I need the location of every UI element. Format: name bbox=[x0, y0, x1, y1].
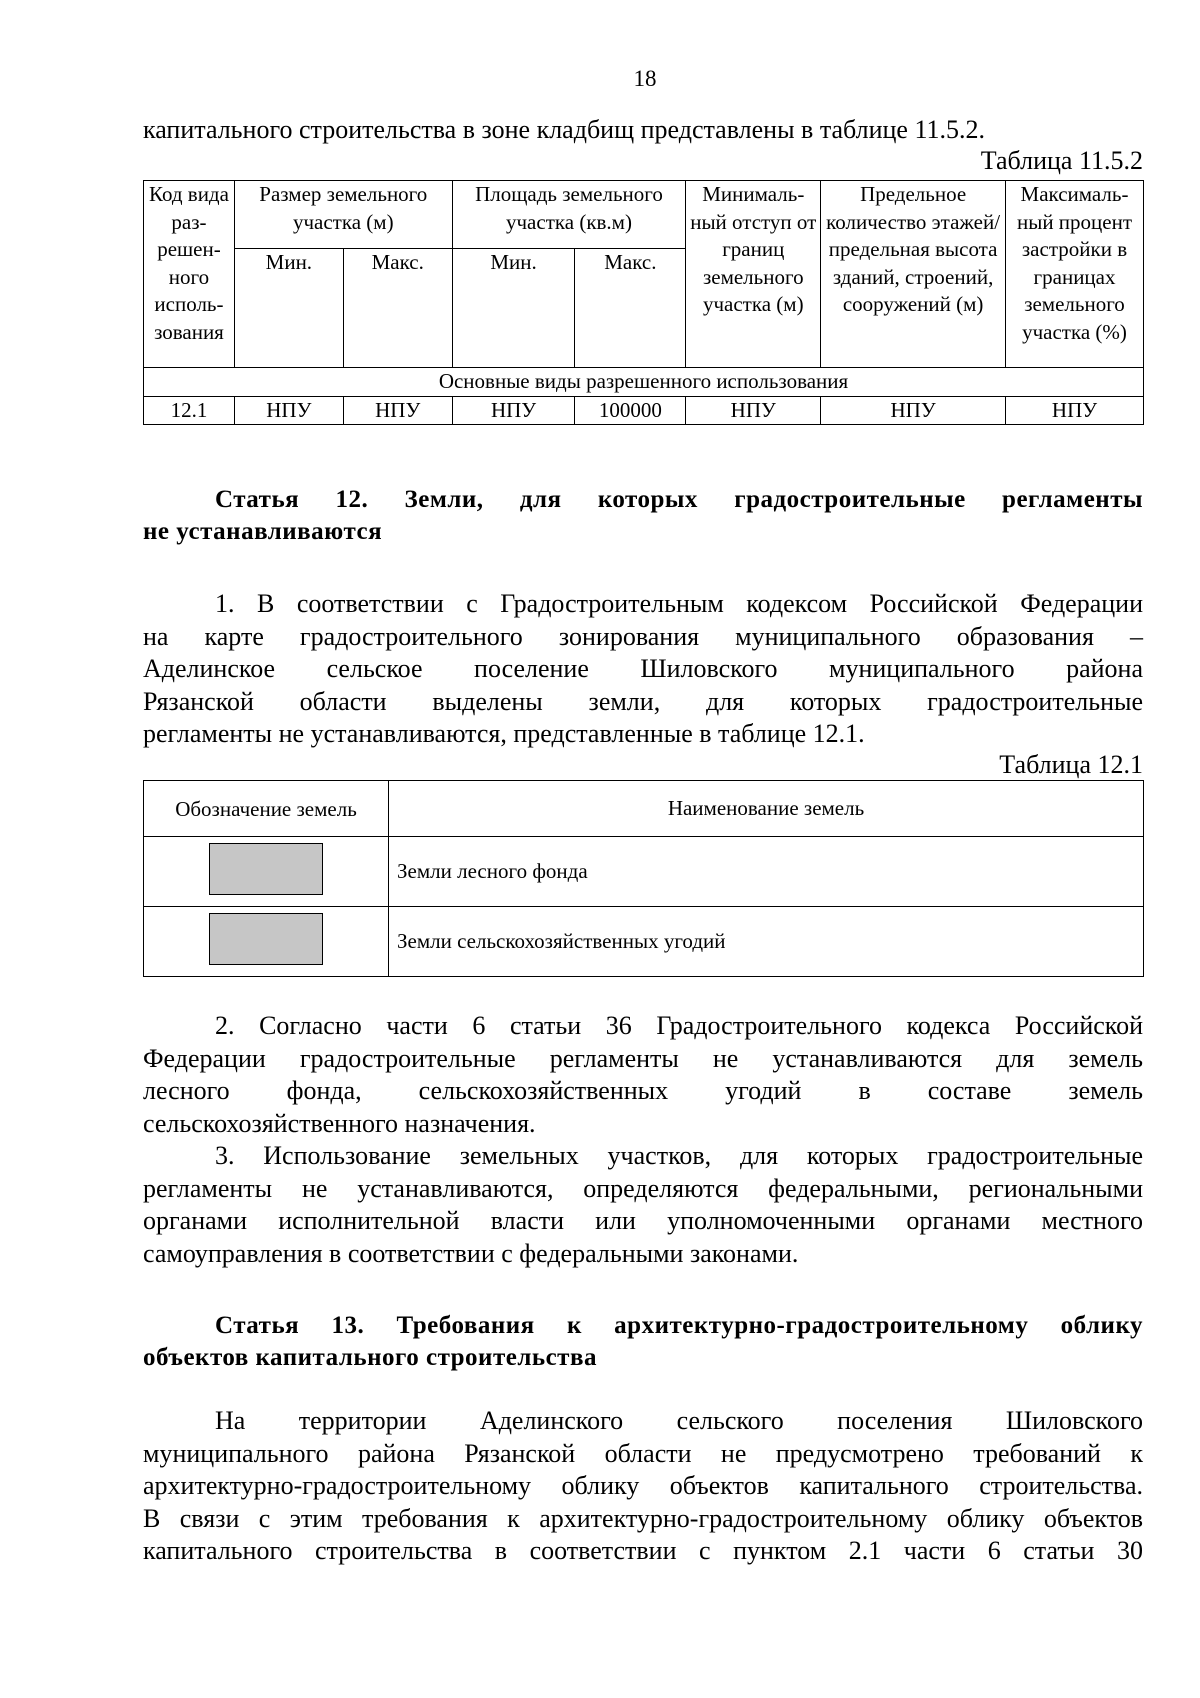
cell-size-min: НПУ bbox=[234, 396, 343, 425]
header-symbol: Обозначение земель bbox=[144, 781, 389, 837]
table-row bbox=[144, 837, 1144, 907]
table-row bbox=[144, 396, 1144, 425]
cell-min-offset: НПУ bbox=[686, 396, 821, 425]
page-number: 18 bbox=[633, 66, 657, 91]
heading-article-12: Статья 12. Земли, для которых градостроительные регламенты не устанавливаются bbox=[143, 486, 1143, 545]
agricultural-land-swatch bbox=[209, 913, 323, 965]
paragraph-4: На территории Аделинского сельского поселения Шиловского муниципального района Рязанской области не предусмотрено требований к архитектурно-градостроительному облику объектов капитального строительства. В связи с этим требования к архитектурно-градостроительному облику объектов капитального строительства в соответствии с пунктом 2.1 части 6 статьи 30 bbox=[143, 1406, 1143, 1565]
header-floors: Предельное количество этажей/ предельная высота зданий, строений, сооружений (м) bbox=[821, 181, 1006, 368]
header-size-max: Макс. bbox=[343, 249, 452, 368]
paragraph-2: 2. Согласно части 6 статьи 36 Градостроительного кодекса Российской Федерации градостроительные регламенты не устанавливаются для земель лесного фонда, сельскохозяйственных угодий в составе земель сельскохозяйственного назначения. bbox=[143, 1011, 1143, 1138]
paragraph-1: 1. В соответствии с Градостроительным кодексом Российской Федерации на карте градостроительного зонирования муниципального образования – Аделинское сельское поселение Шиловского муниципального района Рязанской области выделены земли, для которых градостроительные регламенты не устанавливаются, представленные в таблице 12.1. bbox=[143, 589, 1143, 748]
table-row bbox=[144, 907, 1144, 977]
cell-area-max: 100000 bbox=[575, 396, 686, 425]
forest-land-swatch bbox=[209, 843, 323, 895]
cell-code: 12.1 bbox=[144, 396, 235, 425]
header-size-min: Мин. bbox=[234, 249, 343, 368]
cell-floors: НПУ bbox=[821, 396, 1006, 425]
intro-line: капитального строительства в зоне кладбищ представлены в таблице 11.5.2. bbox=[143, 115, 985, 144]
cell-max-percent: НПУ bbox=[1006, 396, 1144, 425]
legend-cell bbox=[144, 907, 389, 977]
table2-caption: Таблица 12.1 bbox=[999, 750, 1143, 779]
legend-cell bbox=[144, 837, 389, 907]
cell-area-min: НПУ bbox=[452, 396, 575, 425]
header-min-offset: Минималь- ный отступ от границ земельного участка (м) bbox=[686, 181, 821, 368]
header-code: Код вида раз- решен- ного исполь- зования bbox=[144, 181, 235, 368]
header-size: Размер земельного участка (м) bbox=[234, 181, 452, 249]
header-area: Площадь земельного участка (кв.м) bbox=[452, 181, 686, 249]
header-name: Наименование земель bbox=[389, 781, 1144, 837]
heading-article-13: Статья 13. Требования к архитектурно-градостроительному облику объектов капитального строительства bbox=[143, 1312, 1143, 1371]
table-12-1 bbox=[143, 780, 1144, 977]
header-area-min: Мин. bbox=[452, 249, 575, 368]
header-area-max: Макс. bbox=[575, 249, 686, 368]
table1-caption: Таблица 11.5.2 bbox=[980, 146, 1143, 175]
paragraph-3: 3. Использование земельных участков, для которых градостроительные регламенты не устанавливаются, определяются федеральными, региональными органами исполнительной власти или уполномоченными органами местного самоуправления в соответствии с федеральными законами. bbox=[143, 1141, 1143, 1268]
header-max-percent: Максималь- ный процент застройки в границах земельного участка (%) bbox=[1006, 181, 1144, 368]
cell-size-max: НПУ bbox=[343, 396, 452, 425]
land-name: Земли сельскохозяйственных угодий bbox=[389, 907, 1144, 977]
land-name: Земли лесного фонда bbox=[389, 837, 1144, 907]
section-row: Основные виды разрешенного использования bbox=[144, 368, 1144, 397]
table-11-5-2 bbox=[143, 180, 1144, 425]
